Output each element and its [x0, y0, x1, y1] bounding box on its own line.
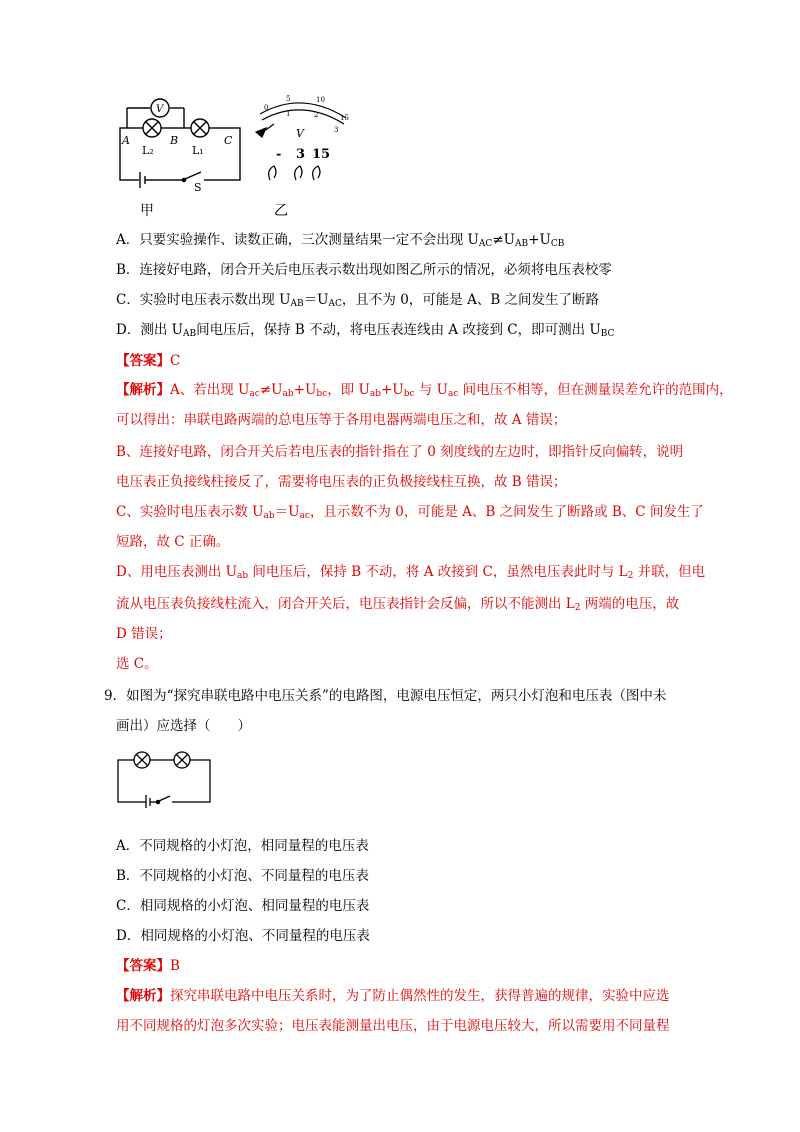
q8-answer-value: C — [170, 353, 181, 369]
q9-stem-line2: 画出）应选择（ ） — [116, 718, 251, 734]
q9-answer-tag: 【答案】 — [116, 958, 170, 974]
q8-option-b[interactable]: B．连接好电路，闭合开关后电压表示数出现如图乙所示的情况，必须将电压表校零 — [116, 262, 612, 278]
dial-scale-1: 1 — [286, 110, 291, 118]
figure-caption-yi: 乙 — [274, 203, 288, 219]
q8-analysis-c2: 短路，故 C 正确。 — [116, 534, 230, 550]
q8-analysis-b2: 电压表正负接线柱接反了，需要将电压表的正负极接线柱互换，故 B 错误； — [116, 474, 567, 490]
dial-scale-0: 0 — [264, 104, 269, 112]
figure-caption-jia: 甲 — [140, 203, 154, 219]
dial-scale-3: 3 — [334, 126, 339, 134]
q8-option-c[interactable]: C．实验时电压表示数出现 $U_{AB}=U_{AC}$，且不为 0，可能是 A、B 之间发生了断路 — [116, 292, 600, 309]
voltmeter-dial-yi — [252, 92, 352, 192]
voltmeter-symbol-label: V — [156, 104, 164, 115]
series-circuit-diagram — [112, 746, 216, 808]
terminal-3: 3 — [296, 147, 306, 162]
lamp-l1-label: L₁ — [192, 144, 204, 157]
q8-analysis-a2: 可以得出：串联电路两端的总电压等于各用电器两端电压之和，故 A 错误； — [116, 412, 567, 428]
q8-analysis-conclusion: 选 C。 — [116, 656, 158, 672]
dial-scale-10: 10 — [316, 96, 325, 104]
q9-answer-value: B — [170, 958, 180, 974]
q8-analysis-d3: D 错误； — [116, 626, 172, 642]
q8-analysis-d2: 流从电压表负接线柱流入，闭合开关后，电压表指针会反偏，所以不能测出 $L_2$ 两端的电压，故 — [116, 596, 680, 613]
q8-option-a[interactable]: A．只要实验操作、读数正确，三次测量结果一定不会出现 $U_{AC}\ne U_{AB}+U_{CB}$ — [116, 232, 565, 249]
dial-unit-v: V — [296, 127, 304, 140]
q9-analysis-line1: 【解析】探究串联电路中电压关系时，为了防止偶然性的发生，获得普遍的规律，实验中应选 — [116, 988, 670, 1004]
q8-answer-tag: 【答案】 — [116, 353, 170, 369]
q9-stem-line1: 9．如图为“探究串联电路中电压关系”的电路图，电源电压恒定，两只小灯泡和电压表（图中未 — [104, 688, 667, 704]
dial-scale-5: 5 — [286, 95, 291, 103]
q9-answer — [116, 956, 180, 976]
dial-scale-15: 15 — [340, 114, 349, 122]
q9-option-d[interactable]: D．相同规格的小灯泡、不同量程的电压表 — [116, 928, 370, 944]
q8-analysis-a1: 【解析】A、若出现 $U_{ac}\ne U_{ab}+U_{bc}$，即 $U_{ab}+U_{bc}$ 与 $U_{ac}$ 间电压不相等，但在测量误差允许的范围内， — [116, 382, 733, 399]
switch-s-label: S — [194, 181, 202, 192]
point-a-label: A — [122, 134, 130, 147]
dial-scale-2: 2 — [314, 111, 319, 119]
q8-option-d[interactable]: D．测出 $U_{AB}$间电压后，保持 B 不动，将电压表连线由 A 改接到 C，即可测出 $U_{BC}$ — [116, 322, 615, 339]
q9-option-a[interactable]: A．不同规格的小灯泡，相同量程的电压表 — [116, 838, 369, 854]
q9-option-b[interactable]: B．不同规格的小灯泡、不同量程的电压表 — [116, 868, 369, 884]
q8-analysis-b1: B、连接好电路，闭合开关后若电压表的指针指在了 0 刻度线的左边时，即指针反向偏转，说明 — [116, 444, 684, 460]
q8-answer — [116, 351, 180, 371]
point-b-label: B — [170, 134, 179, 147]
q9-option-c[interactable]: C．相同规格的小灯泡、相同量程的电压表 — [116, 898, 370, 914]
terminal-negative: - — [276, 147, 282, 162]
lamp-l2-label: L₂ — [142, 144, 154, 157]
terminal-15: 15 — [312, 147, 331, 162]
q9-analysis-line2: 用不同规格的灯泡多次实验；电压表能测量出电压，由于电源电压较大，所以需要用不同量程 — [116, 1018, 670, 1034]
q8-analysis-c1: C、实验时电压表示数 $U_{ab}=U_{ac}$，且示数不为 0，可能是 A、B 之间发生了断路或 B、C 间发生了 — [116, 504, 704, 521]
circuit-diagram-jia — [112, 92, 252, 192]
point-c-label: C — [224, 134, 233, 147]
q8-analysis-d1: D、用电压表测出 $U_{ab}$ 间电压后，保持 B 不动，将 A 改接到 C，虽然电压表此时与 $L_2$ 并联，但电 — [116, 564, 706, 581]
